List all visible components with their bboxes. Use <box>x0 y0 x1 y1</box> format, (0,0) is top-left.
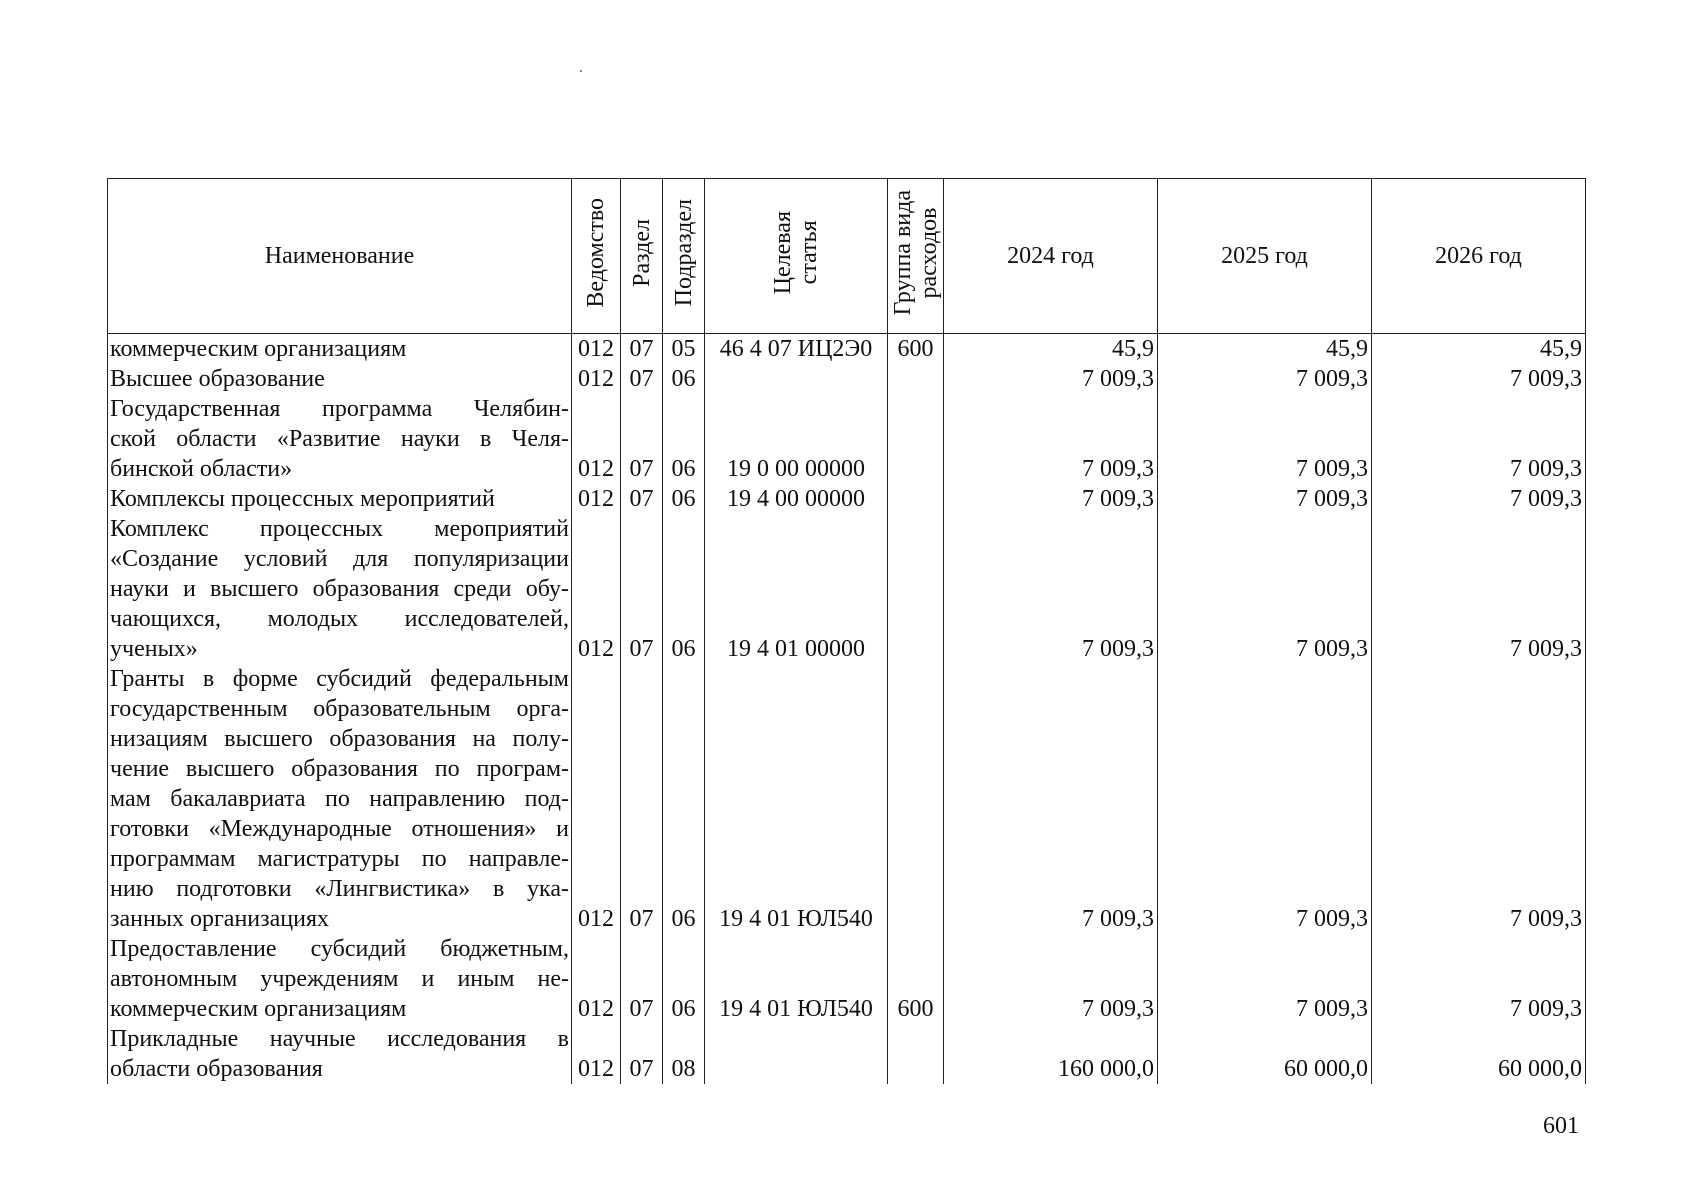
table-row <box>108 514 1586 664</box>
cell-2025: 60 000,0 <box>1158 1024 1372 1084</box>
cell-2026: 7 009,3 <box>1372 934 1586 1024</box>
header-razdel: Раздел <box>621 179 663 334</box>
name-line: Высшее образование <box>110 366 325 392</box>
cell-podrazdel: 06 <box>663 364 705 394</box>
cell-razdel: 07 <box>621 394 663 484</box>
cell-razdel: 07 <box>621 364 663 394</box>
cell-vedomstvo: 012 <box>572 364 621 394</box>
cell-gruppa-vida: 600 <box>888 934 944 1024</box>
cell-name <box>108 664 572 934</box>
cell-podrazdel: 06 <box>663 514 705 664</box>
cell-celevaya-statya: 19 4 01 ЮЛ540 <box>705 664 888 934</box>
name-line: программам магистратуры по направле- <box>110 846 569 872</box>
header-gruppa-vida-rashodov: Группа вида расходов <box>888 179 944 334</box>
cell-podrazdel: 06 <box>663 394 705 484</box>
name-line: готовки «Международные отношения» и <box>110 816 569 842</box>
cell-2026: 45,9 <box>1372 334 1586 365</box>
name-line: Комплекс процессных мероприятий <box>110 516 569 542</box>
cell-razdel: 07 <box>621 664 663 934</box>
cell-gruppa-vida <box>888 514 944 664</box>
cell-2024: 7 009,3 <box>944 484 1158 514</box>
name-line: занных организациях <box>110 906 329 932</box>
cell-2024: 7 009,3 <box>944 664 1158 934</box>
cell-2024: 45,9 <box>944 334 1158 365</box>
cell-2024: 160 000,0 <box>944 1024 1158 1084</box>
cell-razdel: 07 <box>621 514 663 664</box>
name-line: бинской области» <box>110 456 293 482</box>
name-line: Комплексы процессных мероприятий <box>110 486 495 512</box>
cell-celevaya-statya: 19 0 00 00000 <box>705 394 888 484</box>
cell-2026: 7 009,3 <box>1372 364 1586 394</box>
cell-vedomstvo: 012 <box>572 664 621 934</box>
name-line: ской области «Развитие науки в Челя- <box>110 426 569 452</box>
cell-2025: 7 009,3 <box>1158 514 1372 664</box>
cell-name <box>108 394 572 484</box>
cell-2026: 60 000,0 <box>1372 1024 1586 1084</box>
header-2025: 2025 год <box>1158 179 1372 334</box>
cell-celevaya-statya: 19 4 01 ЮЛ540 <box>705 934 888 1024</box>
table-row <box>108 394 1586 484</box>
cell-podrazdel: 05 <box>663 334 705 365</box>
cell-2024: 7 009,3 <box>944 934 1158 1024</box>
name-line: Прикладные научные исследования в <box>110 1026 569 1052</box>
name-line: государственным образовательным орга- <box>110 696 569 722</box>
page-number: 601 <box>1543 1113 1579 1139</box>
header-podrazdel: Подраздел <box>663 179 705 334</box>
name-line: Государственная программа Челябин- <box>110 396 569 422</box>
header-name: Наименование <box>108 179 572 334</box>
cell-name <box>108 484 572 514</box>
name-line: области образования <box>110 1056 323 1082</box>
cell-gruppa-vida <box>888 484 944 514</box>
table-row <box>108 1024 1586 1084</box>
name-line: мам бакалавриата по направлению под- <box>110 786 569 812</box>
cell-gruppa-vida <box>888 1024 944 1084</box>
table-body <box>108 334 1586 1085</box>
cell-celevaya-statya <box>705 1024 888 1084</box>
header-vedomstvo: Ведомство <box>572 179 621 334</box>
name-line: Гранты в форме субсидий федеральным <box>110 666 569 692</box>
cell-name <box>108 514 572 664</box>
name-line: Предоставление субсидий бюджетным, <box>110 936 569 962</box>
cell-2025: 7 009,3 <box>1158 934 1372 1024</box>
name-line: низациям высшего образования на полу- <box>110 726 569 752</box>
cell-2024: 7 009,3 <box>944 364 1158 394</box>
name-line: ученых» <box>110 636 198 662</box>
table-row <box>108 664 1586 934</box>
cell-celevaya-statya: 19 4 00 00000 <box>705 484 888 514</box>
cell-name <box>108 364 572 394</box>
name-line: нию подготовки «Лингвистика» в ука- <box>110 876 569 902</box>
cell-vedomstvo: 012 <box>572 484 621 514</box>
cell-razdel: 07 <box>621 1024 663 1084</box>
header-celevaya-statya: Целевая статья <box>705 179 888 334</box>
cell-2025: 7 009,3 <box>1158 364 1372 394</box>
cell-2025: 7 009,3 <box>1158 484 1372 514</box>
name-line: автономным учреждениям и иным не- <box>110 966 569 992</box>
name-line: коммерческим организациям <box>110 336 407 362</box>
header-2024: 2024 год <box>944 179 1158 334</box>
table-row <box>108 934 1586 1024</box>
cell-celevaya-statya: 46 4 07 ИЦ2Э0 <box>705 334 888 365</box>
cell-2025: 7 009,3 <box>1158 664 1372 934</box>
budget-table <box>107 178 1586 1084</box>
cell-2026: 7 009,3 <box>1372 664 1586 934</box>
name-line: чающихся, молодых исследователей, <box>110 606 569 632</box>
cell-2026: 7 009,3 <box>1372 394 1586 484</box>
cell-name <box>108 334 572 365</box>
table-row <box>108 364 1586 394</box>
name-line: коммерческим организациям <box>110 996 407 1022</box>
scan-speck <box>580 70 582 72</box>
cell-podrazdel: 06 <box>663 664 705 934</box>
cell-vedomstvo: 012 <box>572 394 621 484</box>
cell-gruppa-vida <box>888 664 944 934</box>
cell-vedomstvo: 012 <box>572 934 621 1024</box>
cell-2024: 7 009,3 <box>944 514 1158 664</box>
cell-2024: 7 009,3 <box>944 394 1158 484</box>
name-line: науки и высшего образования среди обу- <box>110 576 569 602</box>
name-line: чение высшего образования по програм- <box>110 756 569 782</box>
cell-podrazdel: 06 <box>663 484 705 514</box>
cell-podrazdel: 08 <box>663 1024 705 1084</box>
cell-razdel: 07 <box>621 934 663 1024</box>
header-2026: 2026 год <box>1372 179 1586 334</box>
table-header <box>108 179 1586 334</box>
cell-razdel: 07 <box>621 334 663 365</box>
cell-vedomstvo: 012 <box>572 514 621 664</box>
cell-gruppa-vida <box>888 364 944 394</box>
cell-vedomstvo: 012 <box>572 1024 621 1084</box>
cell-2026: 7 009,3 <box>1372 484 1586 514</box>
name-line: «Создание условий для популяризации <box>110 546 569 572</box>
cell-celevaya-statya: 19 4 01 00000 <box>705 514 888 664</box>
cell-gruppa-vida: 600 <box>888 334 944 365</box>
table-row <box>108 334 1586 365</box>
cell-2026: 7 009,3 <box>1372 514 1586 664</box>
cell-podrazdel: 06 <box>663 934 705 1024</box>
cell-name <box>108 934 572 1024</box>
cell-2025: 45,9 <box>1158 334 1372 365</box>
cell-name <box>108 1024 572 1084</box>
cell-2025: 7 009,3 <box>1158 394 1372 484</box>
table-row <box>108 484 1586 514</box>
cell-razdel: 07 <box>621 484 663 514</box>
cell-vedomstvo: 012 <box>572 334 621 365</box>
cell-gruppa-vida <box>888 394 944 484</box>
cell-celevaya-statya <box>705 364 888 394</box>
